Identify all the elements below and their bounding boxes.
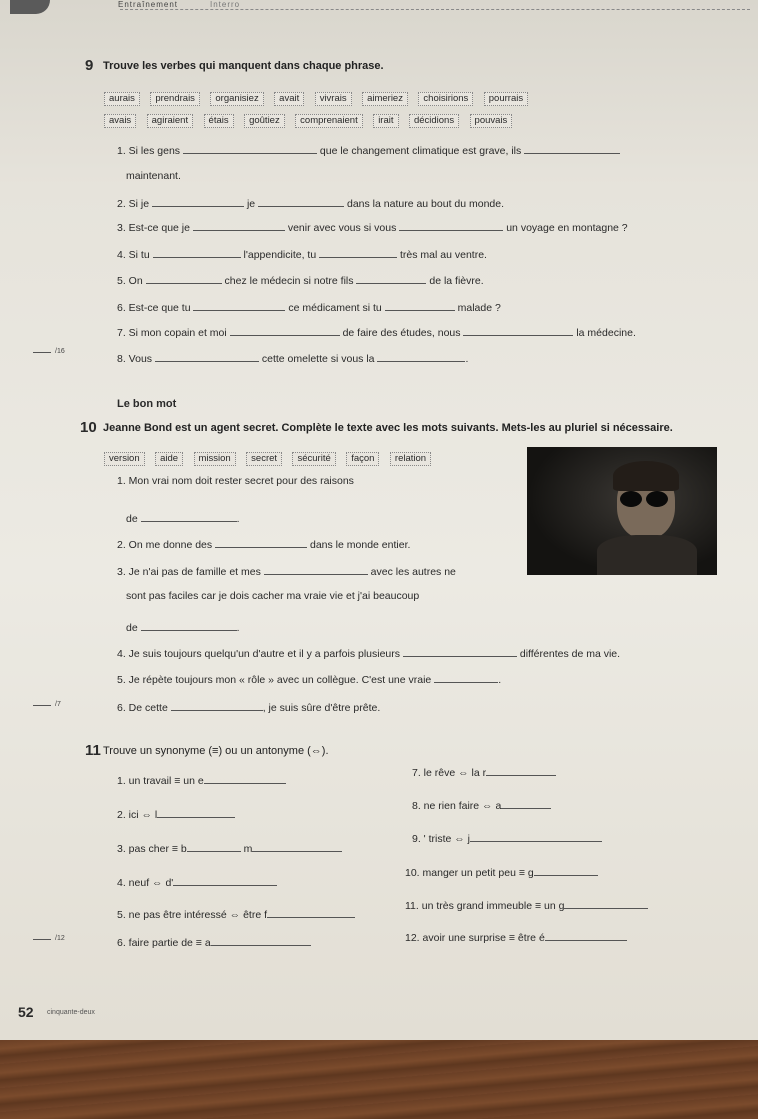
answer-blank[interactable] (215, 536, 307, 548)
answer-blank[interactable] (470, 830, 602, 842)
ex11-item-10: 10. manger un petit peu ≡ g (405, 864, 598, 879)
ex11-item-6: 6. faire partie de ≡ a (117, 934, 311, 949)
ex11-item-4: 4. neuf ⇔ d' (117, 874, 277, 889)
word-box: irait (373, 114, 398, 128)
ex10-sentence-4: 4. Je suis toujours quelqu'un d'autre et il y a parfois plusieurs différentes de ma vie. (117, 645, 620, 660)
answer-blank[interactable] (193, 219, 285, 231)
exercise-10-title: Jeanne Bond est un agent secret. Complète le texte avec les mots suivants. Mets-les au pluriel si nécessaire. (103, 422, 673, 434)
ex10-sentence-1: 1. Mon vrai nom doit rester secret pour des raisons (117, 475, 354, 487)
ex11-item-2: 2. ici ⇔ l (117, 806, 235, 821)
answer-blank[interactable] (486, 764, 556, 776)
ex9-sentence-2: 2. Si je je dans la nature au bout du monde. (117, 195, 504, 210)
answer-blank[interactable] (524, 142, 620, 154)
answer-blank[interactable] (403, 645, 517, 657)
answer-blank[interactable] (173, 874, 277, 886)
answer-blank[interactable] (153, 246, 241, 258)
page-number-word: cinquante-deux (47, 1009, 95, 1016)
answer-blank[interactable] (204, 772, 286, 784)
header-tab-shape (10, 0, 50, 14)
word-box: aimeriez (362, 92, 408, 106)
word-box: sécurité (292, 452, 335, 466)
word-box: pourrais (484, 92, 528, 106)
ex11-score: /12 (33, 935, 65, 942)
ex10-sentence-3-end: de . (126, 619, 240, 634)
header-tab: Interro (210, 0, 241, 9)
answer-blank[interactable] (434, 671, 498, 683)
agent-photo (527, 447, 717, 575)
word-box: avait (274, 92, 304, 106)
exercise-9-number: 9 (85, 57, 94, 74)
word-box: mission (194, 452, 236, 466)
wooden-table-surface (0, 1040, 758, 1119)
answer-blank[interactable] (319, 246, 397, 258)
score-blank[interactable] (33, 939, 51, 940)
ex9-sentence-6: 6. Est-ce que tu ce médicament si tu malade ? (117, 299, 501, 314)
word-box: aide (155, 452, 183, 466)
ex11-item-1: 1. un travail ≡ un e (117, 772, 286, 787)
ex10-word-bank (104, 448, 437, 466)
ex11-item-8: 8. ne rien faire ⇔ a (412, 797, 551, 812)
word-box: goûtiez (244, 114, 285, 128)
answer-blank[interactable] (211, 934, 311, 946)
ex11-item-12: 12. avoir une surprise ≡ être é (405, 929, 627, 944)
answer-blank[interactable] (385, 299, 455, 311)
answer-blank[interactable] (501, 797, 551, 809)
ex10-score: /7 (33, 701, 61, 708)
word-box: pouvais (470, 114, 513, 128)
answer-blank[interactable] (463, 324, 573, 336)
answer-blank[interactable] (399, 219, 503, 231)
section-title: Le bon mot (117, 398, 177, 410)
ex10-sentence-5: 5. Je répète toujours mon « rôle » avec un collègue. C'est une vraie . (117, 671, 501, 686)
score-blank[interactable] (33, 352, 51, 353)
ex10-sentence-2: 2. On me donne des dans le monde entier. (117, 536, 410, 551)
answer-blank[interactable] (267, 906, 355, 918)
header-divider (120, 9, 750, 10)
ex11-item-11: 11. un très grand immeuble ≡ un g (405, 897, 648, 912)
word-box: étais (204, 114, 234, 128)
ex9-sentence-4: 4. Si tu l'appendicite, tu très mal au ventre. (117, 246, 487, 261)
word-box: secret (246, 452, 282, 466)
answer-blank[interactable] (183, 142, 317, 154)
ex11-item-5: 5. ne pas être intéressé ⇔ être f (117, 906, 355, 921)
word-box: aurais (104, 92, 140, 106)
ex9-sentence-3: 3. Est-ce que je venir avec vous si vous un voyage en montagne ? (117, 219, 628, 234)
ex9-sentence-7: 7. Si mon copain et moi de faire des études, nous la médecine. (117, 324, 636, 339)
answer-blank[interactable] (155, 350, 259, 362)
exercise-9-title: Trouve les verbes qui manquent dans chaque phrase. (103, 60, 384, 72)
word-box: choisirions (418, 92, 473, 106)
word-box: agiraient (147, 114, 193, 128)
ex9-word-bank-row1 (104, 88, 534, 106)
ex11-item-3: 3. pas cher ≡ b m (117, 840, 342, 855)
answer-blank[interactable] (193, 299, 285, 311)
word-box: organisiez (210, 92, 263, 106)
ex9-sentence-5: 5. On chez le médecin si notre fils de la fièvre. (117, 272, 484, 287)
answer-blank[interactable] (264, 563, 368, 575)
answer-blank[interactable] (545, 929, 627, 941)
answer-blank[interactable] (157, 806, 235, 818)
ex10-sentence-6: 6. De cette , je suis sûre d'être prête. (117, 699, 380, 714)
answer-blank[interactable] (258, 195, 344, 207)
page-number: 52 (18, 1004, 34, 1020)
answer-blank[interactable] (152, 195, 244, 207)
answer-blank[interactable] (187, 840, 241, 852)
ex11-item-9: 9. ' triste ⇔ j (412, 830, 602, 845)
answer-blank[interactable] (171, 699, 263, 711)
word-box: décidions (409, 114, 459, 128)
exercise-10-number: 10 (80, 419, 97, 436)
word-box: version (104, 452, 145, 466)
score-blank[interactable] (33, 705, 51, 706)
answer-blank[interactable] (230, 324, 340, 336)
answer-blank[interactable] (141, 619, 237, 631)
ex10-sentence-3: 3. Je n'ai pas de famille et mes avec les autres ne (117, 563, 456, 578)
ex10-sentence-3-cont: sont pas faciles car je dois cacher ma vraie vie et j'ai beaucoup (126, 590, 420, 602)
ex9-word-bank-row2 (104, 110, 518, 128)
ex10-sentence-1-cont: de . (126, 510, 240, 525)
answer-blank[interactable] (146, 272, 222, 284)
answer-blank[interactable] (534, 864, 598, 876)
ex9-score: /16 (33, 348, 65, 355)
word-box: prendrais (150, 92, 200, 106)
ex9-sentence-1-cont: maintenant. (126, 170, 181, 182)
word-box: avais (104, 114, 136, 128)
answer-blank[interactable] (252, 840, 342, 852)
word-box: relation (390, 452, 431, 466)
word-box: vivrais (315, 92, 352, 106)
answer-blank[interactable] (564, 897, 648, 909)
exercise-11-number: 11 (85, 742, 101, 759)
word-box: comprenaient (295, 114, 363, 128)
exercise-11-title: Trouve un synonyme (≡) ou un antonyme (⇔). (103, 745, 329, 757)
ex9-sentence-8: 8. Vous cette omelette si vous la . (117, 350, 468, 365)
answer-blank[interactable] (377, 350, 465, 362)
ex11-item-7: 7. le rêve ⇔ la r (412, 764, 556, 779)
ex9-sentence-1: 1. Si les gens que le changement climatique est grave, ils (117, 142, 620, 157)
answer-blank[interactable] (356, 272, 426, 284)
answer-blank[interactable] (141, 510, 237, 522)
header-label: Entraînement (118, 0, 179, 9)
word-box: façon (346, 452, 379, 466)
